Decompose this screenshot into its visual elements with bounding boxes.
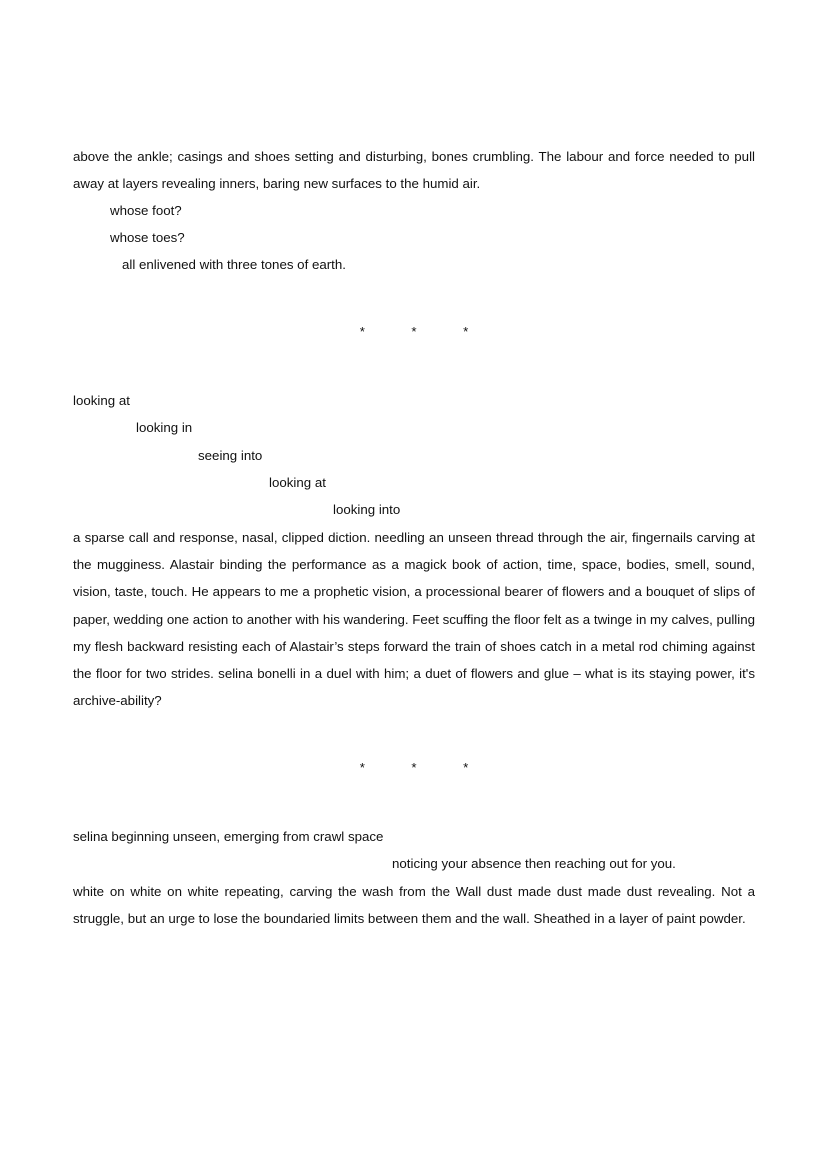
cascade-line: looking in: [136, 420, 193, 435]
cascade-line: looking at: [73, 393, 130, 408]
section-separator: [73, 760, 755, 776]
separator-star: *: [411, 760, 417, 775]
paragraph-call-response: a sparse call and response, nasal, clipped diction. needling an unseen thread through the air, fingernails carving at the mugginess. Alastair binding the performance as a magick book of action, time, space, bodies, smell, sound, vision, taste, touch. He appears to me a prophetic vision, a processional bearer of flowers and a bouquet of slips of paper, wedding one action to another with his wandering. Feet scuffing the floor felt as a twinge in my calves, pulling my flesh backward resisting each of Alastair’s steps forward the train of shoes catch in a metal rod chiming against the floor for two strides. selina bonelli in a duel with him; a duet of flowers and glue – what is its staying power, it's archive-ability?: [73, 530, 755, 709]
separator-star: *: [359, 760, 365, 775]
separator-star: *: [463, 324, 469, 339]
line-selina-beginning: selina beginning unseen, emerging from crawl space: [73, 829, 384, 844]
separator-star: *: [463, 760, 469, 775]
separator-star: *: [411, 324, 417, 339]
line-whose-toes: whose toes?: [110, 230, 185, 245]
paragraph-ankle: above the ankle; casings and shoes setting and disturbing, bones crumbling. The labour and force needed to pull away at layers revealing inners, baring new surfaces to the humid air.: [73, 149, 755, 192]
line-enlivened: all enlivened with three tones of earth.: [122, 257, 346, 272]
paragraph-white-on-white: white on white on white repeating, carving the wash from the Wall dust made dust made dust revealing. Not a struggle, but an urge to lose the boundaried limits between them and the wall. Sheathed in a layer of paint powder.: [73, 884, 755, 927]
section-separator: [73, 324, 755, 340]
line-whose-foot: whose foot?: [110, 203, 182, 218]
document-page: [73, 0, 755, 1169]
cascade-line: seeing into: [198, 448, 263, 463]
cascade-line: looking at: [269, 475, 326, 490]
cascade-line: looking into: [333, 502, 401, 517]
separator-star: *: [359, 324, 365, 339]
line-noticing-absence: noticing your absence then reaching out for you.: [392, 856, 676, 871]
